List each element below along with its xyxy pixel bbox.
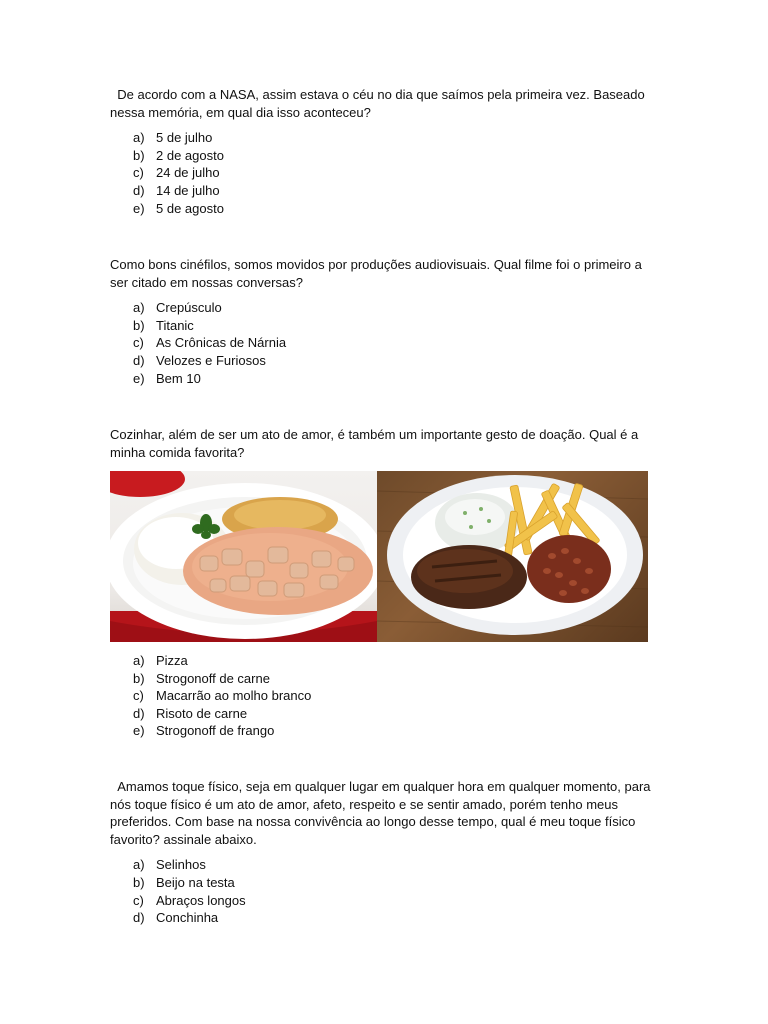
question-4-options [110, 856, 660, 926]
option-text: 14 de julho [156, 182, 220, 198]
option-letter: c) [133, 892, 144, 908]
option-item [110, 670, 660, 688]
question-3-text: Cozinhar, além de ser um ato de amor, é também um importante gesto de doação. Qual é a minha comida favorita? [110, 427, 642, 460]
option-item [110, 164, 660, 182]
question-4 [110, 778, 660, 927]
option-item [110, 334, 660, 352]
strogonoff-photo [110, 471, 377, 642]
option-item [110, 299, 660, 317]
option-letter: a) [133, 130, 145, 146]
option-letter: e) [133, 370, 145, 386]
question-1-text: De acordo com a NASA, assim estava o céu no dia que saímos pela primeira vez. Baseado nessa memória, em qual dia isso aconteceu? [110, 87, 649, 120]
option-text: Strogonoff de frango [156, 723, 275, 739]
question-3-options-wrap [110, 652, 660, 740]
option-item [110, 182, 660, 200]
option-item [110, 129, 660, 147]
option-item [110, 892, 660, 910]
option-item [110, 856, 660, 874]
option-text: Selinhos [156, 857, 206, 873]
option-text: Velozes e Furiosos [156, 352, 266, 368]
option-item [110, 200, 660, 218]
question-2 [110, 256, 660, 387]
option-item [110, 317, 660, 335]
option-letter: c) [133, 165, 144, 181]
question-4-text: Amamos toque físico, seja em qualquer lugar em qualquer hora em qualquer momento, para nós toque físico é um ato de amor, afeto, respeito e se sentir amado, porém tenho meus preferidos. Com base na nossa convivência ao longo desse tempo, qual é meu toque físico favorito? assinale abaixo. [110, 779, 655, 847]
option-item [110, 687, 660, 705]
option-letter: a) [133, 653, 145, 668]
option-text: 2 de agosto [156, 147, 224, 163]
question-3 [110, 426, 660, 461]
option-item [110, 909, 660, 927]
option-text: Titanic [156, 317, 194, 333]
option-letter: a) [133, 300, 145, 316]
option-text: Macarrão ao molho branco [156, 688, 312, 704]
option-text: Beijo na testa [156, 874, 235, 890]
option-letter: c) [133, 335, 144, 351]
option-item [110, 722, 660, 740]
option-letter: e) [133, 723, 145, 739]
option-item [110, 652, 660, 670]
option-item [110, 705, 660, 723]
option-text: Bem 10 [156, 370, 201, 386]
option-item [110, 147, 660, 165]
option-letter: e) [133, 200, 145, 216]
option-text: Abraços longos [156, 892, 246, 908]
food-images [110, 471, 648, 642]
question-3-options [110, 652, 660, 740]
option-letter: b) [133, 147, 145, 163]
option-text: Risoto de carne [156, 705, 248, 721]
option-text: Pizza [156, 653, 188, 668]
option-item [110, 370, 660, 388]
option-item [110, 874, 660, 892]
option-letter: d) [133, 910, 145, 926]
option-letter: b) [133, 670, 145, 686]
option-letter: b) [133, 317, 145, 333]
question-2-options [110, 299, 660, 387]
option-text: 5 de julho [156, 130, 213, 146]
question-1-options [110, 129, 660, 217]
option-text: Strogonoff de carne [156, 670, 270, 686]
question-2-text: Como bons cinéfilos, somos movidos por produções audiovisuais. Qual filme foi o primeiro a ser citado em nossas conversas? [110, 257, 646, 290]
option-text: 24 de julho [156, 165, 220, 181]
option-letter: a) [133, 857, 145, 873]
option-text: 5 de agosto [156, 200, 224, 216]
option-item [110, 352, 660, 370]
option-text: Crepúsculo [156, 300, 222, 316]
option-letter: c) [133, 688, 144, 704]
steak-plate-photo [377, 471, 648, 642]
option-letter: d) [133, 705, 145, 721]
option-letter: d) [133, 352, 145, 368]
option-text: As Crônicas de Nárnia [156, 335, 287, 351]
question-1 [110, 86, 660, 217]
option-letter: d) [133, 182, 145, 198]
option-letter: b) [133, 874, 145, 890]
option-text: Conchinha [156, 910, 219, 926]
